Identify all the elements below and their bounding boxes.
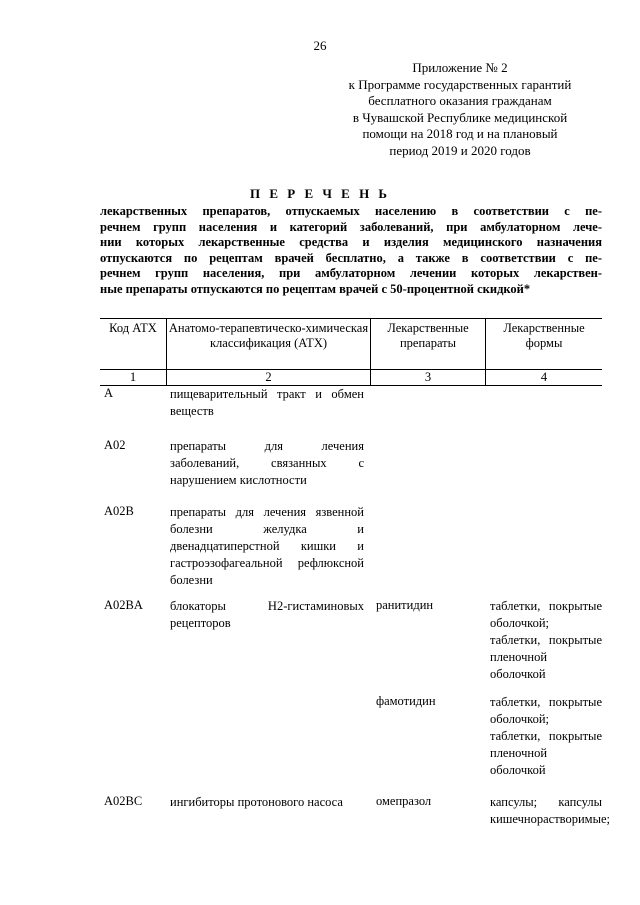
subtitle-line: ные препараты отпускаются по рецептам врачей с 50-процентной скидкой*: [100, 281, 531, 296]
subtitle-line: лекарственных препаратов, отпускаемых населению в соответствии с пе-: [100, 204, 602, 218]
cell-drug: омепразол: [376, 794, 432, 808]
header-classification: Анатомо-терапевтическо-химическая классификация (АТХ): [168, 321, 369, 350]
cell-code: A02B: [104, 504, 134, 518]
table-row: [100, 694, 602, 794]
column-divider: [166, 319, 167, 369]
appendix-block: [340, 60, 580, 159]
column-number: 3: [424, 370, 432, 384]
table-row: [100, 504, 602, 598]
cell-classification: пищеварительный тракт и обмен веществ: [170, 387, 364, 418]
subtitle-line: нии которых лекарственные средства и изделия медицинского назначения: [100, 235, 602, 250]
column-number: 2: [265, 370, 272, 384]
cell-code: A: [104, 386, 114, 400]
table-header: [100, 318, 602, 369]
table-body: [100, 386, 610, 854]
appendix-line: помощи на 2018 год и на плановый: [362, 126, 558, 141]
drug-table: [100, 318, 610, 854]
appendix-line: период 2019 и 2020 годов: [389, 142, 531, 158]
column-numbers-row: [100, 369, 602, 386]
subtitle-line: отпускаются по рецептам врачей бесплатно, а также в соответствии с пе-: [100, 250, 602, 265]
table-row: [100, 386, 602, 438]
document-subtitle: [100, 204, 602, 298]
column-divider: [370, 370, 371, 385]
cell-drug: фамотидин: [376, 694, 436, 708]
column-divider: [370, 319, 371, 369]
appendix-line: бесплатного оказания гражданам: [368, 93, 552, 108]
column-number: 4: [540, 370, 548, 384]
column-divider: [166, 370, 167, 385]
cell-drug: ранитидин: [376, 598, 434, 612]
column-number: 1: [129, 370, 137, 384]
cell-classification: блокаторы Н2-гистаминовых рецепторов: [170, 599, 364, 630]
cell-code: A02BC: [104, 794, 143, 808]
header-code: Код АТХ: [109, 321, 157, 335]
document-title: П Е Р Е Ч Е Н Ь: [249, 186, 391, 201]
column-divider: [485, 319, 486, 369]
appendix-line: Приложение № 2: [412, 60, 508, 75]
cell-classification: препараты для лечения язвенной болезни желудка и двенадцатиперстной кишки и гастроэзофагеальной рефлюксной болезни: [170, 505, 364, 587]
subtitle-line: речнем групп населения, при амбулаторном лечении которых лекарствен-: [100, 266, 602, 281]
page-number: 26: [313, 38, 327, 53]
table-row: [100, 438, 602, 504]
cell-code: A02: [104, 438, 126, 452]
cell-classification: ингибиторы протонового насоса: [170, 795, 343, 809]
cell-forms: таблетки, покрытые оболочкой; таблетки, покрытые пленочной оболочкой: [490, 695, 602, 777]
cell-code: A02BA: [104, 598, 143, 612]
cell-forms: таблетки, покрытые оболочкой; таблетки, покрытые пленочной оболочкой: [490, 599, 602, 681]
table-row: [100, 598, 602, 694]
cell-classification: препараты для лечения заболеваний, связанных с нарушением кислотности: [170, 439, 364, 487]
subtitle-line: речнем групп населения и категорий заболеваний, при амбулаторном лече-: [100, 219, 602, 234]
header-forms: Лекарственные формы: [503, 321, 585, 350]
header-drugs: Лекарственные препараты: [387, 321, 469, 350]
cell-forms: капсулы; капсулы кишечнорастворимые;: [490, 795, 610, 826]
appendix-line: к Программе государственных гарантий: [348, 76, 572, 92]
table-row: [100, 794, 610, 854]
appendix-line: в Чувашской Республике медицинской: [352, 109, 568, 125]
column-divider: [485, 370, 486, 385]
